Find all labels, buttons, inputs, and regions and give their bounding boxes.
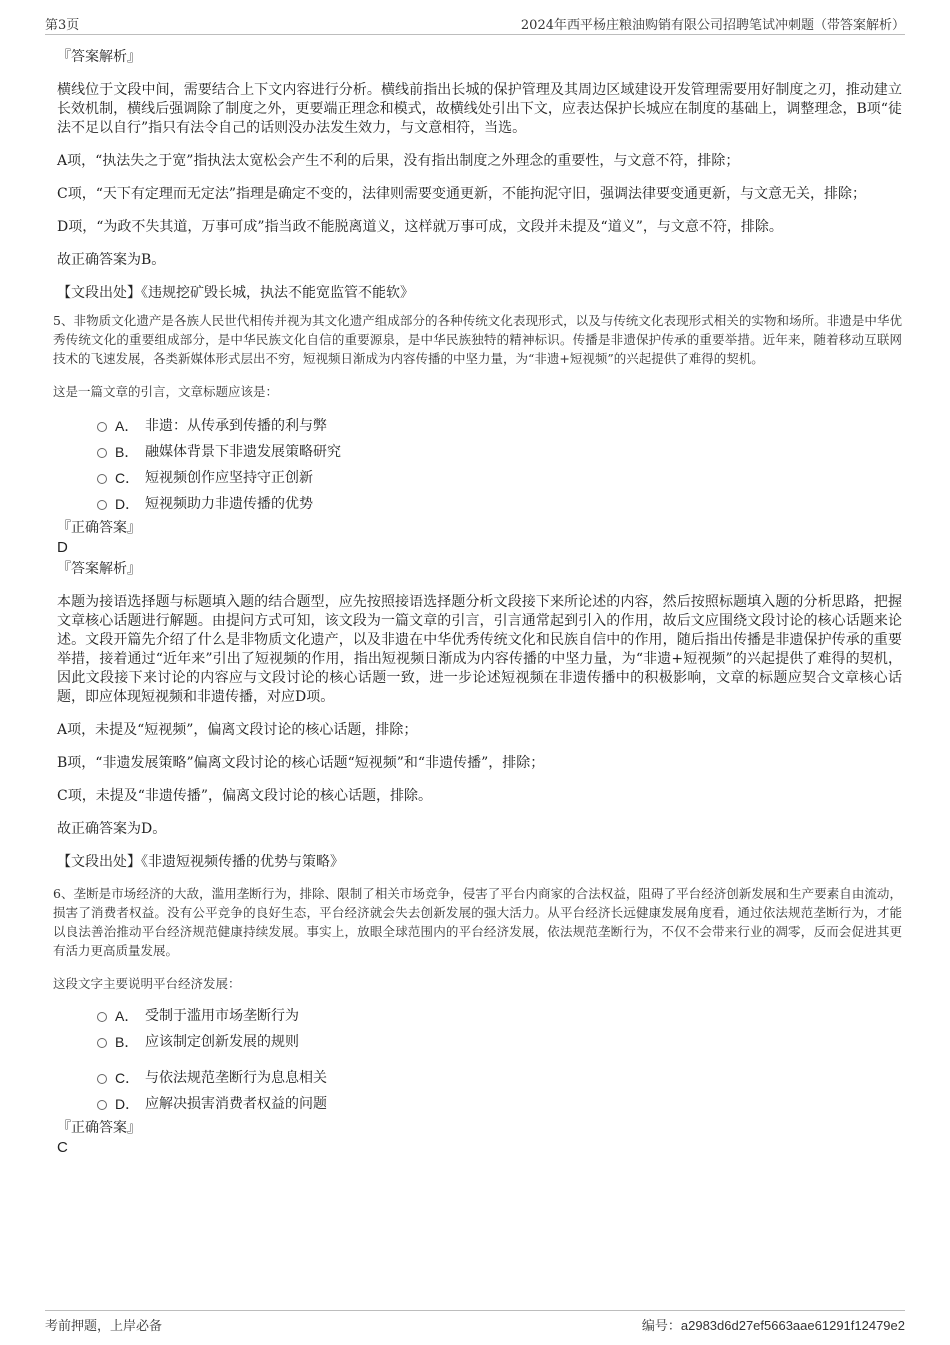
radio-icon[interactable] [97,1038,107,1048]
correct-answer-marker: 『正确答案』 [57,520,141,536]
q6-correct-answer: C [57,1139,68,1156]
q5-option-b[interactable]: B． 融媒体背景下非遗发展策略研究 [57,439,902,465]
q6-stem: 6、垄断是市场经济的大敌，滥用垄断行为，排除、限制了相关市场竞争，侵害了平台内商家的合法权益，阻碍了平台经济创新发展和生产要素自由流动，损害了消费者权益。没有公平竞争的良好生态，平台经济就会失去创新发展的强大活力。从平台经济长远健康发展角度看，通过依法规范垄断行为，才能以良法善治推动平台经济规范健康持续发展。事实上，放眼全球范围内的平台经济发展，依法规范垄断行为，不仅不会带来行业的凋零，反而会促进其更有活力更高质量发展。 [53,886,902,958]
radio-icon[interactable] [97,1074,107,1084]
q4-analysis-option-d: D项，“为政不失其道，万事可成”指当政不能脱离道义，这样就万事可成，文段并未提及“道义”，与文意不符，排除。 [57,219,783,235]
radio-icon[interactable] [97,474,107,484]
q5-stem: 5、非物质文化遗产是各族人民世代相传并视为其文化遗产组成部分的各种传统文化表现形式，以及与传统文化表现形式相关的实物和场所。非遗是中华优秀传统文化的重要组成部分，是中华民族文化自信的重要源泉，是中华民族独特的精神标识。传播是非遗保护传承的重要举措。近年来，随着移动互联网技术的飞速发展，各类新媒体形式层出不穷，短视频日渐成为内容传播的中坚力量，为“非遗+短视频”的兴起提供了难得的契机。 [53,313,902,366]
page-number: 第3页 [45,18,80,33]
q6-option-b[interactable]: B． 应该制定创新发展的规则 [57,1029,902,1055]
q5-analysis-option-b: B项，“非遗发展策略”偏离文段讨论的核心话题“短视频”和“非遗传播”，排除； [57,755,545,771]
q6-option-c[interactable]: C． 与依法规范垄断行为息息相关 [57,1065,902,1091]
q5-source: 【文段出处】《非遗短视频传播的优势与策略》 [57,854,344,870]
q4-conclusion: 故正确答案为B。 [57,252,166,268]
q4-analysis-option-c: C项，“天下有定理而无定法”指理是确定不变的，法律则需要变通更新，不能拘泥守旧，强调法律要变通更新，与文意无关，排除； [57,186,867,202]
q5-options [57,413,902,517]
analysis-marker: 『答案解析』 [57,49,141,65]
q6-option-d[interactable]: D． 应解决损害消费者权益的问题 [57,1091,902,1117]
q5-analysis-option-a: A项，未提及“短视频”，偏离文段讨论的核心话题，排除； [57,722,418,738]
document-title: 2024年西平杨庄粮油购销有限公司招聘笔试冲刺题（带答案解析） [520,18,905,33]
q5-analysis-paragraph: 本题为接语选择题与标题填入题的结合题型，应先按照接语选择题分析文段接下来所论述的内容，然后按照标题填入题的分析思路，把握文章核心话题进行解题。由提问方式可知，该文段为一篇文章的引言，引言通常起到引入的作用，故后文应围绕文段讨论的核心话题来论述。文段开篇先介绍了什么是非物质文化遗产，以及非遗在中华优秀传统文化和民族自信中的作用，随后指出传播是非遗保护传承的重要举措，接着通过“近年来”引出了短视频的作用，指出短视频日渐成为内容传播的中坚力量，为“非遗+短视频”的兴起提供了难得的契机，因此文段接下来讨论的内容应与文段讨论的核心话题一致，进一步论述短视频在非遗传播中的积极影响，文章的标题应契合文章核心话题，即应体现短视频和非遗传播，对应D项。 [57,594,902,705]
document-code [642,1315,905,1334]
q5-option-d[interactable]: D． 短视频助力非遗传播的优势 [57,491,902,517]
footer-slogan: 考前押题，上岸必备 [45,1319,163,1334]
q5-analysis-option-c: C项，未提及“非遗传播”，偏离文段讨论的核心话题，排除。 [57,788,433,804]
q5-question: 这是一篇文章的引言，文章标题应该是： [53,384,279,399]
q4-analysis-option-a: A项，“执法失之于宽”指执法太宽松会产生不利的后果，没有指出制度之外理念的重要性，与文意不符，排除； [57,153,740,169]
code-value: a2983d6d27ef5663aae61291f12479e2 [680,1318,905,1333]
q6-option-a[interactable]: A． 受制于滥用市场垄断行为 [57,1003,902,1029]
document-body [53,46,902,1157]
page-footer [45,1310,905,1335]
q6-options [57,1003,902,1117]
q4-source: 【文段出处】《违规挖矿毁长城，执法不能宽监管不能软》 [57,285,414,301]
q5-correct-answer: D [57,539,68,556]
page-header [45,12,905,35]
q4-analysis-paragraph: 横线位于文段中间，需要结合上下文内容进行分析。横线前指出长城的保护管理及其周边区域建设开发管理需要用好制度之刃，推动建立长效机制，横线后强调除了制度之外，更要端正理念和模式，故横线处引出下文，应表达保护长城应在制度的基础上，调整理念，B项“徒法不足以自行”指只有法令自己的话则没办法发生效力，与文意相符，当选。 [57,82,902,136]
q5-option-a[interactable]: A． 非遗：从传承到传播的利与弊 [57,413,902,439]
correct-answer-marker: 『正确答案』 [57,1120,141,1136]
q5-conclusion: 故正确答案为D。 [57,821,167,837]
radio-icon[interactable] [97,422,107,432]
q6-question: 这段文字主要说明平台经济发展： [53,976,241,991]
radio-icon[interactable] [97,1100,107,1110]
q5-option-c[interactable]: C． 短视频创作应坚持守正创新 [57,465,902,491]
radio-icon[interactable] [97,500,107,510]
code-label: 编号： [641,1319,681,1334]
radio-icon[interactable] [97,448,107,458]
analysis-marker: 『答案解析』 [57,561,141,577]
radio-icon[interactable] [97,1012,107,1022]
